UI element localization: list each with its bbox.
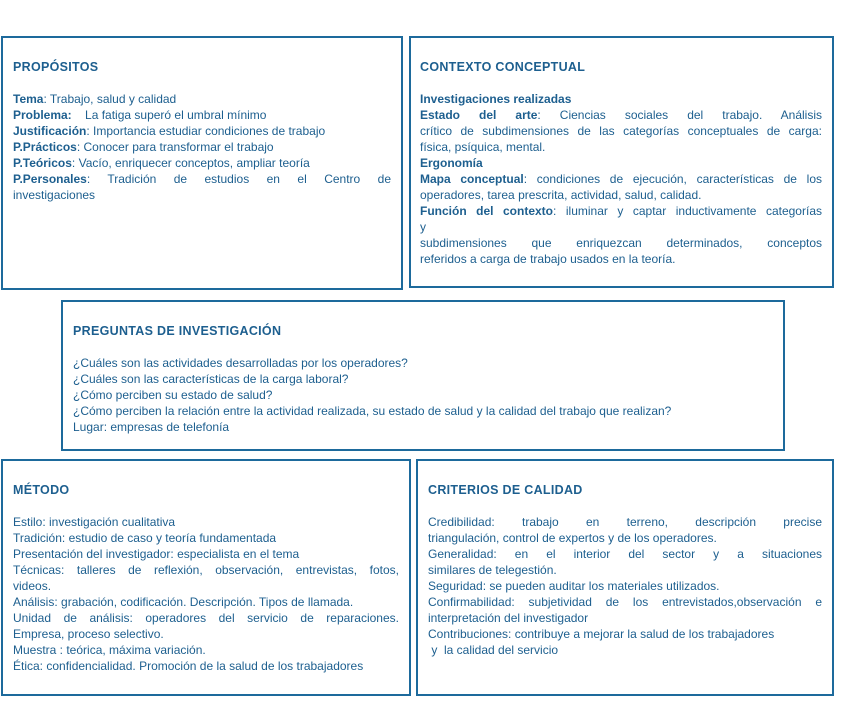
criterios-generalidad: Generalidad: en el interior del sector y a situaciones (428, 547, 822, 561)
preguntas-box (61, 300, 785, 451)
contexto-estado-line2: crítico de subdimensiones de las categorías conceptuales de carga: (420, 124, 822, 138)
metodo-tradicion: Tradición: estudio de caso y teoría fundamentada (13, 531, 277, 545)
metodo-etica: Ética: confidencialidad. Promoción de la salud de los trabajadores (13, 659, 364, 673)
propositos-tema: Tema: Trabajo, salud y calidad (13, 92, 177, 106)
propositos-teoricos: P.Teóricos: Vacío, enriquecer conceptos, ampliar teoría (13, 156, 310, 170)
pregunta-lugar: Lugar: empresas de telefonía (73, 420, 230, 434)
pregunta-2: ¿Cuáles son las características de la carga laboral? (73, 372, 349, 386)
metodo-box (1, 459, 411, 696)
criterios-confirmabilidad: Confirmabilidad: subjetividad de los entrevistados,observación e (428, 595, 822, 609)
contexto-estado-line1: Estado del arte: Ciencias sociales del trabajo. Análisis (420, 108, 822, 122)
metodo-unidad: Unidad de análisis: operadores del servicio de reparaciones. (13, 611, 399, 625)
propositos-personales-cont: investigaciones (13, 188, 96, 202)
preguntas-title: PREGUNTAS DE INVESTIGACIÓN (73, 324, 282, 338)
contexto-mapa-line2: operadores, tarea prescrita, actividad, salud, calidad. (420, 188, 702, 202)
propositos-personales: P.Personales: Tradición de estudios en el Centro de (13, 172, 391, 186)
metodo-title: MÉTODO (13, 483, 70, 497)
propositos-problema: Problema: La fatiga superó el umbral mínimo (13, 108, 267, 122)
contexto-box (409, 36, 834, 288)
criterios-contribuciones-cont: y la calidad del servicio (428, 643, 559, 657)
pregunta-4: ¿Cómo perciben la relación entre la actividad realizada, su estado de salud y la calidad del trabajo que realizan? (73, 404, 672, 418)
contexto-mapa-line1: Mapa conceptual: condiciones de ejecución, características de los (420, 172, 823, 186)
metodo-estilo: Estilo: investigación cualitativa (13, 515, 176, 529)
criterios-credibilidad-cont: triangulación, control de expertos y de los operadores. (428, 531, 717, 545)
contexto-investigaciones: Investigaciones realizadas (420, 92, 572, 106)
metodo-tecnicas-cont: videos. (13, 579, 52, 593)
propositos-box (1, 36, 403, 290)
propositos-title: PROPÓSITOS (13, 60, 99, 74)
contexto-estado-line3: física, psíquica, mental. (420, 140, 546, 154)
criterios-confirmabilidad-cont: interpretación del investigador (428, 611, 589, 625)
criterios-box (416, 459, 834, 696)
criterios-seguridad: Seguridad: se pueden auditar los materiales utilizados. (428, 579, 720, 593)
criterios-generalidad-cont: similares de telegestión. (428, 563, 557, 577)
pregunta-3: ¿Cómo perciben su estado de salud? (73, 388, 273, 402)
metodo-tecnicas: Técnicas: talleres de reflexión, observación, entrevistas, fotos, (13, 563, 399, 577)
metodo-analisis: Análisis: grabación, codificación. Descripción. Tipos de llamada. (13, 595, 354, 609)
criterios-title: CRITERIOS DE CALIDAD (428, 483, 583, 497)
criterios-contribuciones: Contribuciones: contribuye a mejorar la salud de los trabajadores (428, 627, 775, 641)
contexto-funcion-line4: referidos a carga de trabajo usados en la teoría. (420, 252, 676, 266)
criterios-credibilidad: Credibilidad: trabajo en terreno, descripción precise (428, 515, 822, 529)
contexto-funcion-line2: y (420, 220, 426, 234)
metodo-unidad-cont: Empresa, proceso selectivo. (13, 627, 164, 641)
propositos-justificacion: Justificación: Importancia estudiar condiciones de trabajo (13, 124, 326, 138)
contexto-funcion-line3: subdimensiones que enriquezcan determinados, conceptos (420, 236, 822, 250)
contexto-title: CONTEXTO CONCEPTUAL (420, 60, 586, 74)
metodo-presentacion: Presentación del investigador: especialista en el tema (13, 547, 300, 561)
propositos-practicos: P.Prácticos: Conocer para transformar el trabajo (13, 140, 274, 154)
pregunta-1: ¿Cuáles son las actividades desarrolladas por los operadores? (73, 356, 408, 370)
contexto-ergonomia: Ergonomía (420, 156, 483, 170)
contexto-funcion-line1: Función del contexto: iluminar y captar inductivamente categorías (420, 204, 822, 218)
metodo-muestra: Muestra : teórica, máxima variación. (13, 643, 206, 657)
